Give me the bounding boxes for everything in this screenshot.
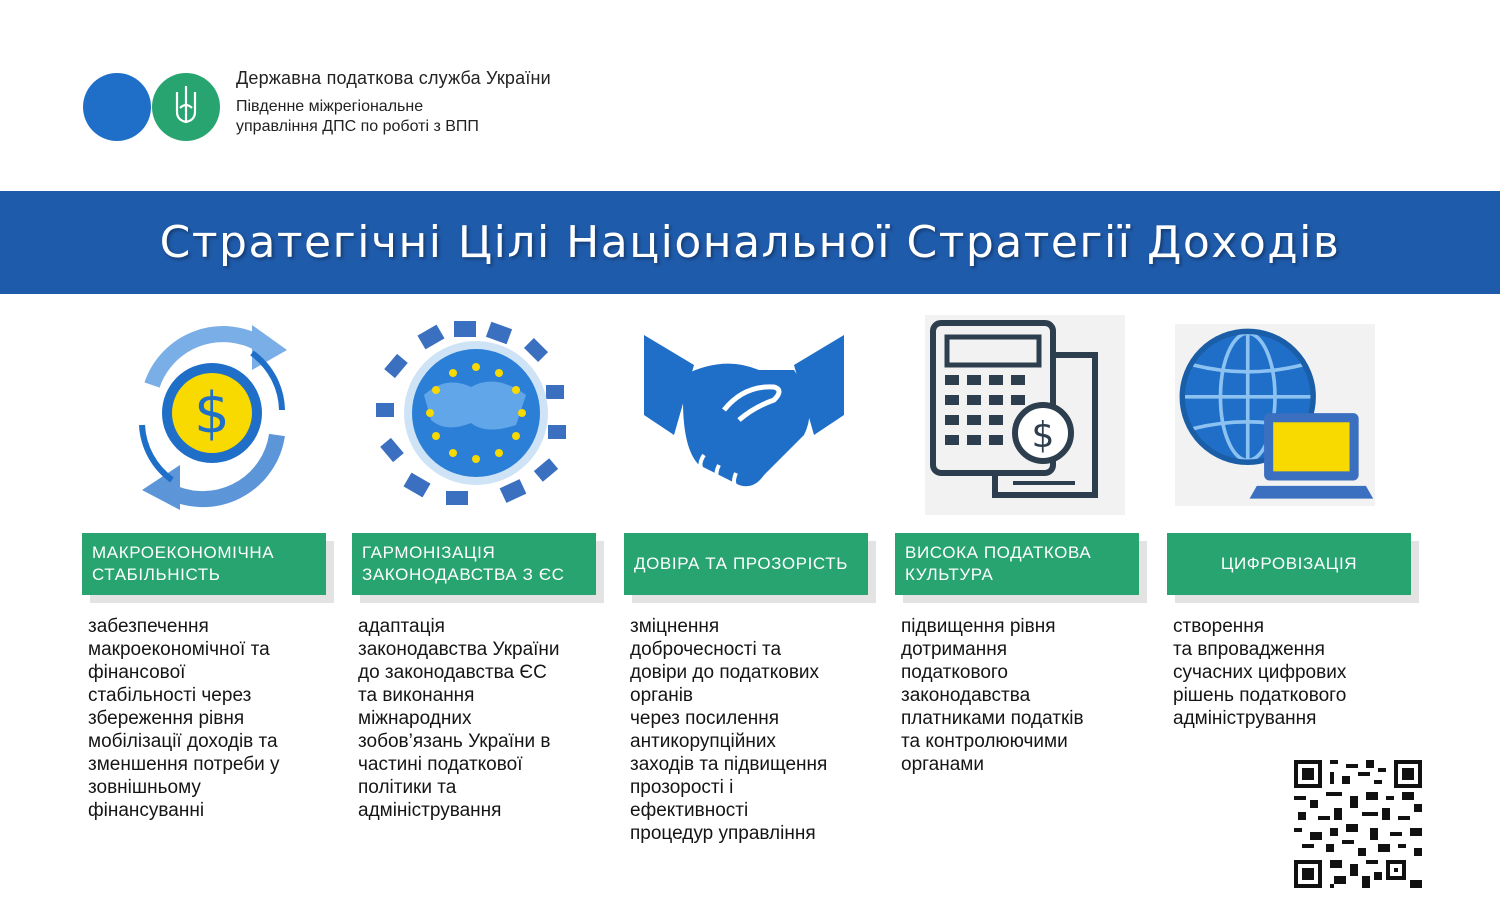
- goal-title: ВИСОКА ПОДАТКОВА КУЛЬТУРА: [895, 533, 1139, 595]
- goal-title: ДОВІРА ТА ПРОЗОРІСТЬ: [624, 533, 868, 595]
- goal-description: підвищення рівня дотримання податкового законодавства платниками податків та контролюючими органами: [901, 616, 1084, 775]
- svg-text:$: $: [1031, 415, 1055, 456]
- title-banner: [0, 191, 1500, 294]
- org-title: Державна податкова служба України: [236, 68, 551, 88]
- globe-laptop-icon: [1175, 315, 1375, 515]
- svg-text:$: $: [194, 381, 230, 446]
- qr-code-icon: [1294, 760, 1422, 888]
- goal-description: зміцнення доброчесності та довіри до податкових органів через посилення антикорупційних заходів та підвищення прозорості і ефективності процедур управління: [630, 616, 828, 844]
- org-header: [236, 68, 551, 137]
- goal-description: створення та впровадження сучасних цифрових рішень податкового адміністрування: [1173, 616, 1347, 729]
- org-subtitle: [236, 97, 551, 137]
- goal-description: адаптація законодавства України до законодавства ЄС та виконання міжнародних зобов’язань України в частині податкової політики та адміністрування: [358, 616, 560, 821]
- goal-title: ЦИФРОВІЗАЦІЯ: [1167, 533, 1411, 595]
- org-subtitle-line-2: управління ДПС по роботі з ВПП: [236, 118, 479, 135]
- org-subtitle-line-1: Південне міжрегіональне: [236, 98, 424, 115]
- eu-globe-icon: [376, 315, 576, 515]
- dps-logo: [82, 72, 222, 142]
- goal-description: забезпечення макроекономічної та фінансової стабільності через збереження рівня мобілізації доходів та зменшення потреби у зовнішньому фінансуванні: [88, 616, 280, 821]
- goal-title: ГАРМОНІЗАЦІЯ ЗАКОНОДАВСТВА З ЄС: [352, 533, 596, 595]
- handshake-icon: [644, 315, 844, 515]
- calculator-icon: [925, 315, 1125, 515]
- page-title: Стратегічні Цілі Національної Стратегії Доходів: [159, 217, 1341, 268]
- dollar-cycle-icon: [112, 315, 312, 515]
- goal-title: МАКРОЕКОНОМІЧНА СТАБІЛЬНІСТЬ: [82, 533, 326, 595]
